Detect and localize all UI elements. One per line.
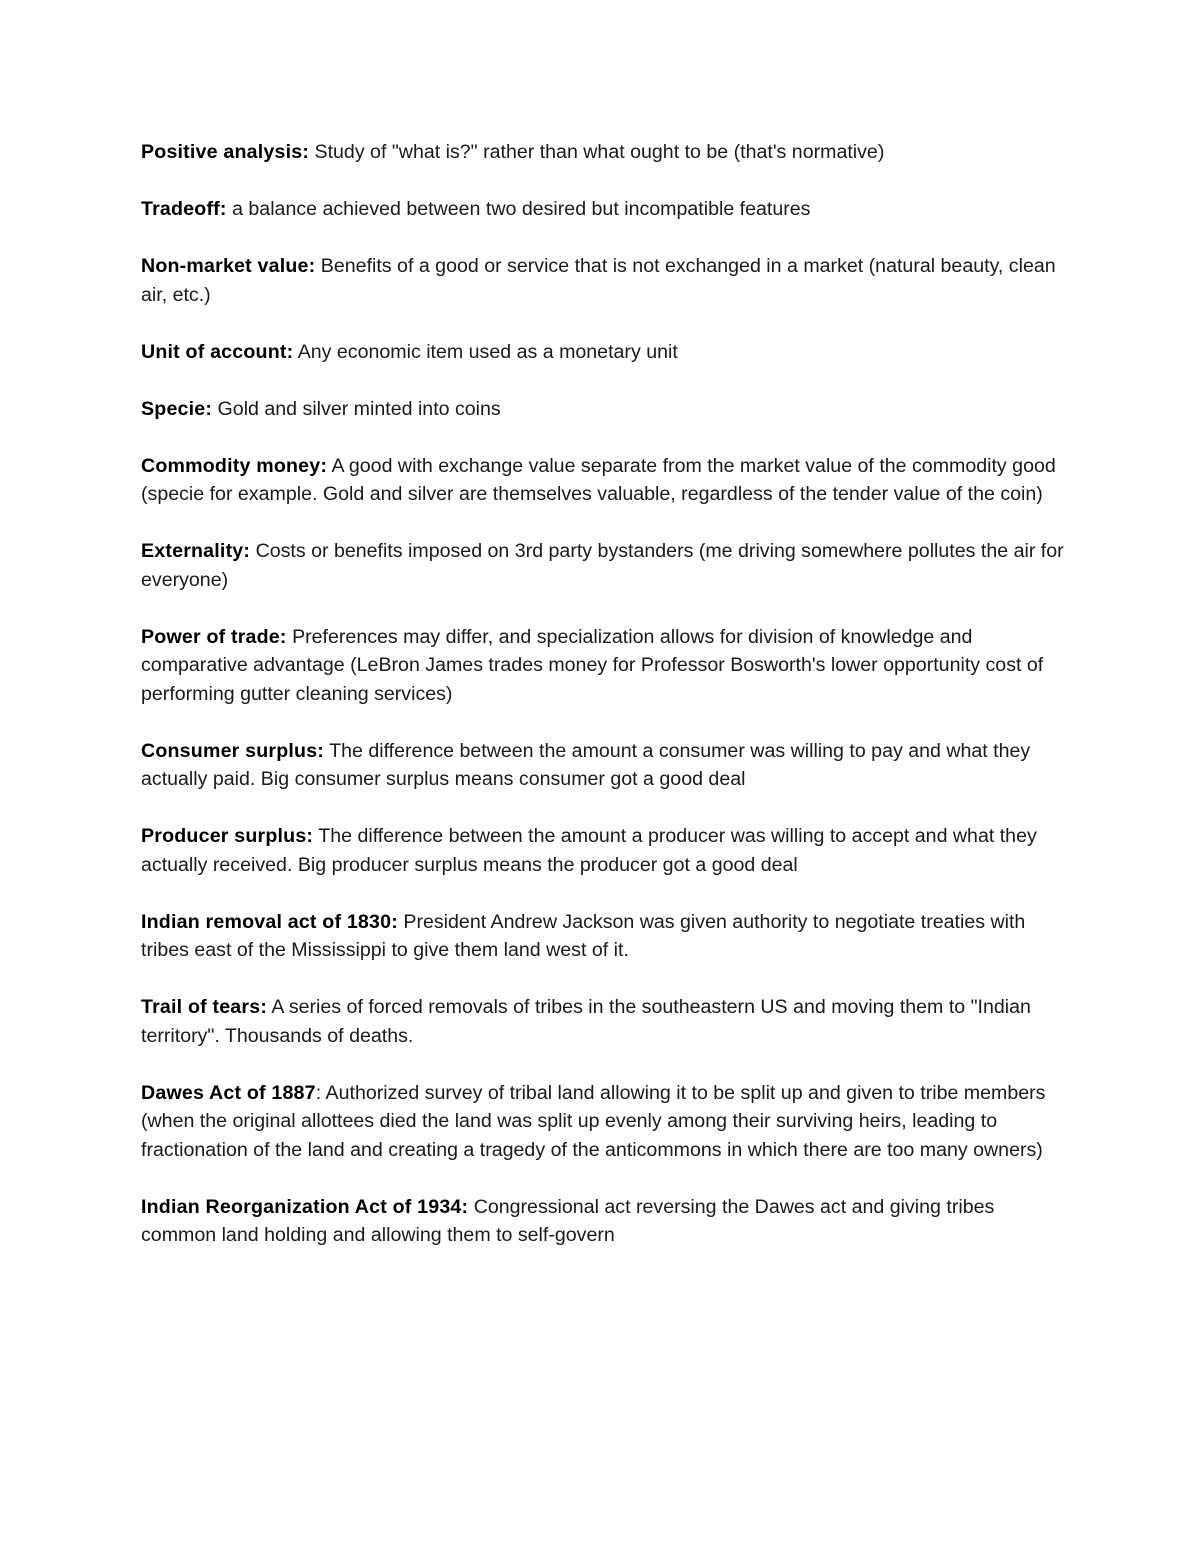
glossary-entry-non-market-value [141,252,1066,309]
entry-term: Power of trade: [141,625,287,648]
entry-definition: Any economic item used as a monetary unit [293,340,678,363]
glossary-entry-unit-of-account [141,338,1066,367]
entry-term: Dawes Act of 1887 [141,1081,316,1104]
entry-definition: Costs or benefits imposed on 3rd party bystanders (me driving somewhere pollutes the air for everyone) [141,540,1064,591]
glossary-entry-tradeoff [141,195,1066,224]
glossary-entry-externality [141,537,1066,594]
entry-term: Trail of tears: [141,996,268,1018]
entry-definition: a balance achieved between two desired but incompatible features [226,198,811,220]
entry-definition: Benefits of a good or service that is not exchanged in a market (natural beauty, clean air, etc.) [141,255,1056,306]
glossary-entry-producer-surplus [141,822,1066,879]
entry-definition: : Authorized survey of tribal land allowing it to be split up and given to tribe members (when the original allottees died the land was split up evenly among their surviving heirs, leading to fractionation of the land and creating a tragedy of the anticommons in which there are too many owners) [141,1081,1046,1161]
entry-definition: Congressional act reversing the Dawes act and giving tribes common land holding and allowing them to self-govern [141,1195,995,1246]
glossary-entry-indian-removal-act [141,908,1066,965]
entry-definition: President Andrew Jackson was given authority to negotiate treaties with tribes east of the Mississippi to give them land west of it. [141,910,1026,961]
entry-term: Indian removal act of 1830: [141,910,398,933]
glossary [141,138,1066,1278]
glossary-entry-power-of-trade [141,623,1066,709]
entry-term: Externality: [141,540,251,562]
entry-definition: The difference between the amount a producer was willing to accept and what they actually received. Big producer surplus means the producer got a good deal [141,825,1037,876]
glossary-entry-commodity-money [141,452,1066,509]
glossary-entry-specie [141,395,1066,424]
glossary-entry-dawes-act [141,1079,1066,1165]
entry-term: Non-market value: [141,255,316,277]
glossary-entry-positive-analysis [141,138,1066,167]
entry-definition: A good with exchange value separate from the market value of the commodity good (specie for example. Gold and silver are themselves valuable, regardless of the tender value of the coin) [141,454,1056,505]
entry-term: Positive analysis: [141,141,310,163]
entry-definition: Preferences may differ, and specialization allows for division of knowledge and comparative advantage (LeBron James trades money for Professor Bosworth's lower opportunity cost of performing gutter cleaning services) [141,625,1044,705]
entry-term: Tradeoff: [141,198,227,220]
entry-term: Producer surplus: [141,825,314,847]
entry-term: Unit of account: [141,340,294,363]
glossary-entry-trail-of-tears [141,993,1066,1050]
entry-term: Consumer surplus: [141,739,325,762]
entry-definition: Study of "what is?" rather than what ought to be (that's normative) [309,141,885,163]
entry-definition: The difference between the amount a consumer was willing to pay and what they actually paid. Big consumer surplus means consumer got a good deal [141,739,1031,790]
entry-definition: A series of forced removals of tribes in the southeastern US and moving them to "Indian territory". Thousands of deaths. [141,996,1031,1047]
entry-term: Specie: [141,397,213,420]
entry-term: Commodity money: [141,454,328,477]
glossary-entry-indian-reorganization-act [141,1193,1066,1250]
entry-term: Indian Reorganization Act of 1934: [141,1195,469,1218]
glossary-entry-consumer-surplus [141,737,1066,794]
entry-definition: Gold and silver minted into coins [212,397,501,420]
